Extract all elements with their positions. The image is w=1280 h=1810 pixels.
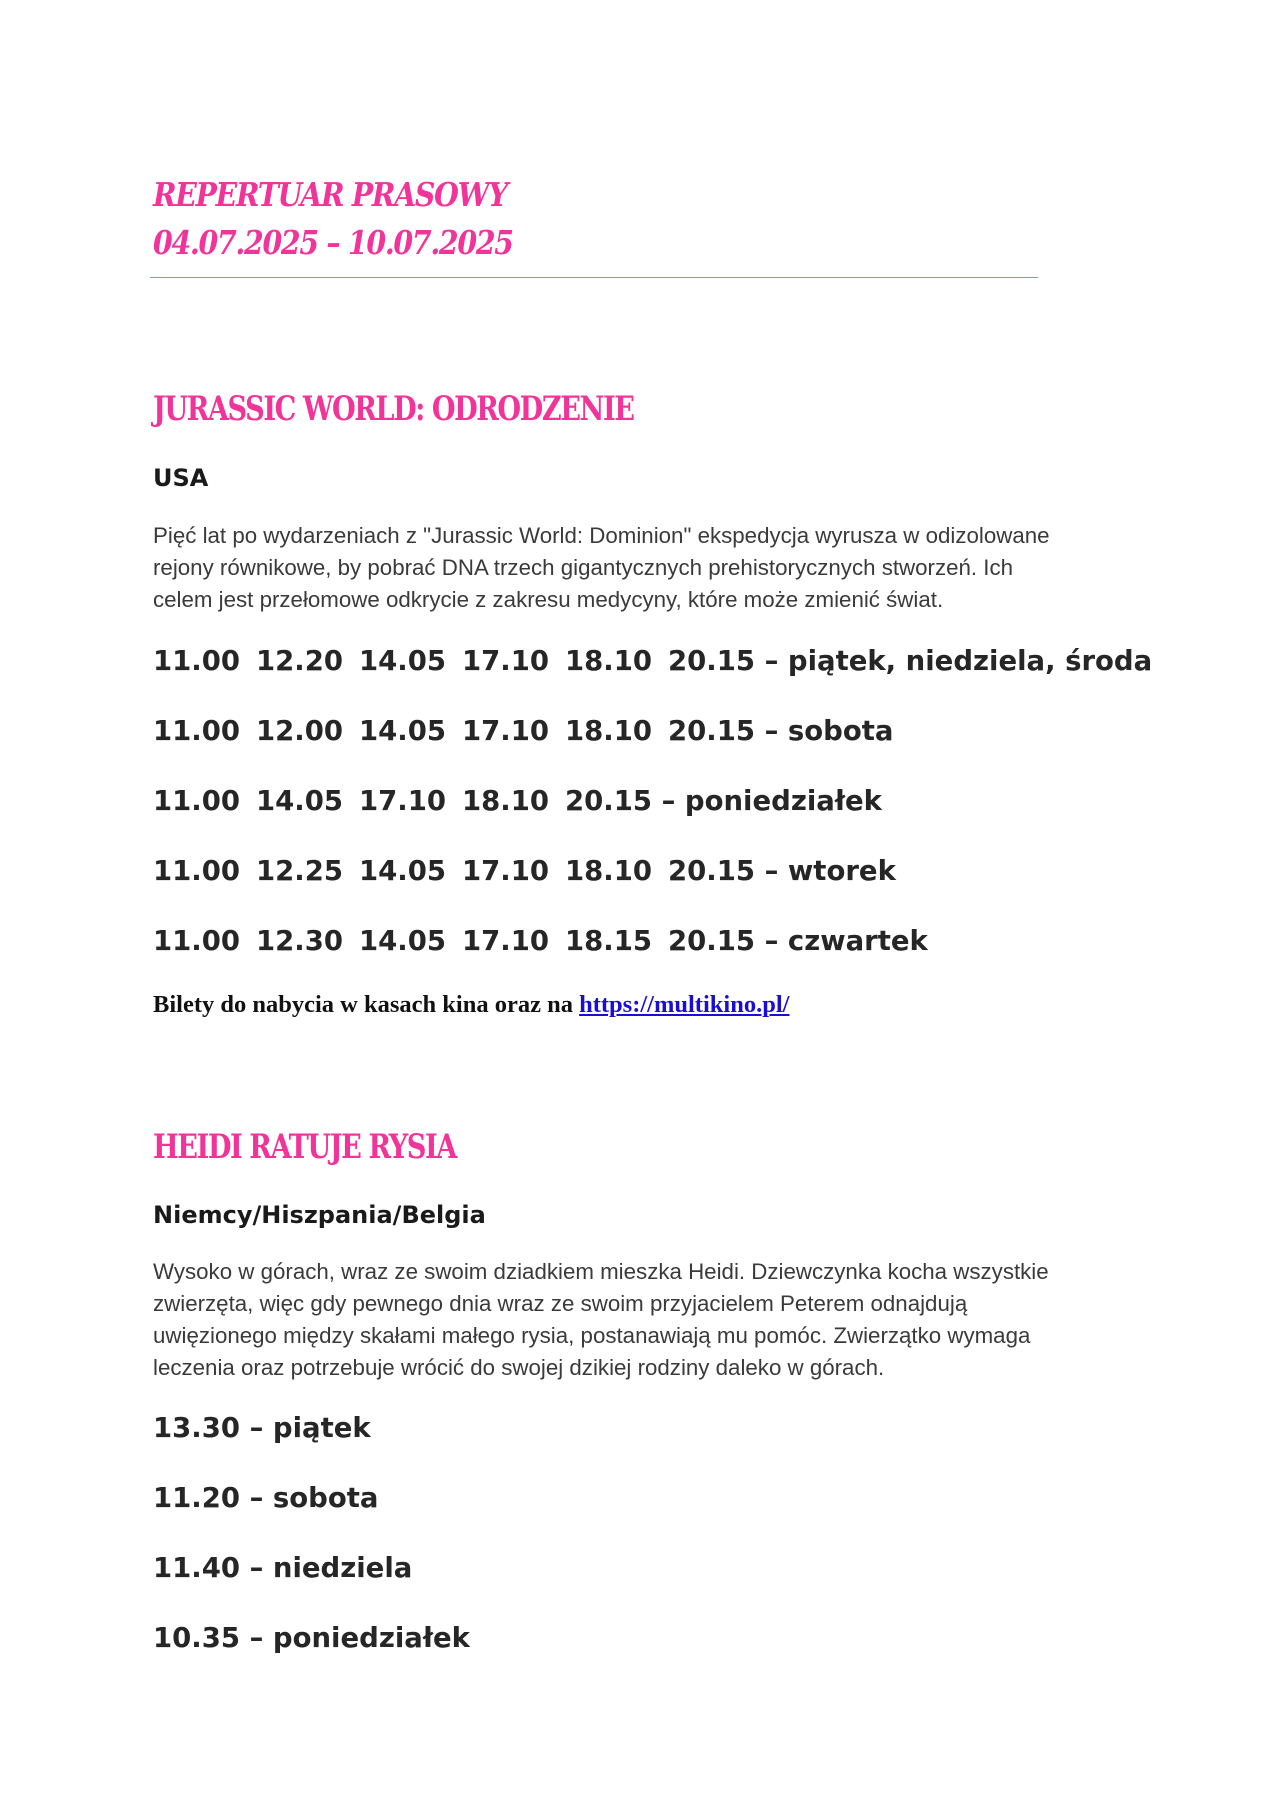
showtime: 18.10 <box>565 855 652 887</box>
description-line: rejony równikowe, by pobrać DNA trzech gigantycznych prehistorycznych stworzeń. Ich <box>153 555 1014 580</box>
description-line: Pięć lat po wydarzeniach z "Jurassic World: Dominion" ekspedycja wyrusza w odizolowane <box>153 523 1050 548</box>
tickets-info <box>153 993 789 1018</box>
showtime: 20.15 <box>668 925 755 957</box>
showtime: 17.10 <box>462 925 549 957</box>
showtimes-row: 13.30 – piątek <box>153 1412 371 1444</box>
showtime: 11.40 <box>153 1552 240 1584</box>
showtimes-row: 11.00 14.05 17.10 18.10 20.15 – poniedziałek <box>153 785 882 817</box>
showtime: 14.05 <box>359 645 446 677</box>
movie-country: USA <box>153 464 209 492</box>
showtime: 11.00 <box>153 785 240 817</box>
showtime: 11.20 <box>153 1482 240 1514</box>
showtimes-row: 11.00 12.00 14.05 17.10 18.10 20.15 – sobota <box>153 715 894 747</box>
movie-title: JURASSIC WORLD: ODRODZENIE <box>153 389 634 429</box>
tickets-link[interactable]: https://multikino.pl/ <box>579 991 790 1018</box>
description-line: leczenia oraz potrzebuje wrócić do swojej dzikiej rodziny daleko w górach. <box>153 1355 885 1380</box>
showtime-days: piątek <box>272 1412 371 1444</box>
showtime: 11.00 <box>153 645 240 677</box>
description-line: zwierzęta, więc gdy pewnego dnia wraz ze swoim przyjacielem Peterem odnajdują <box>153 1291 968 1316</box>
movie-description <box>153 1256 1138 1384</box>
showtime: 10.35 <box>153 1622 240 1654</box>
showtime: 14.05 <box>359 925 446 957</box>
showtime-days: sobota <box>272 1482 379 1514</box>
showtime: 17.10 <box>359 785 446 817</box>
movie-description <box>153 520 1138 616</box>
showtime: 12.20 <box>256 645 343 677</box>
showtime-days: piątek, niedziela, środa <box>787 645 1153 677</box>
tickets-text: Bilety do nabycia w kasach kina oraz na <box>153 991 580 1018</box>
showtime: 18.10 <box>462 785 549 817</box>
showtime: 18.15 <box>565 925 652 957</box>
showtime: 17.10 <box>462 855 549 887</box>
showtime: 14.05 <box>359 715 446 747</box>
showtime: 18.10 <box>565 645 652 677</box>
showtime-days: sobota <box>787 715 894 747</box>
showtimes-row: 11.00 12.30 14.05 17.10 18.15 20.15 – czwartek <box>153 925 928 957</box>
showtime: 11.00 <box>153 715 240 747</box>
showtime: 11.00 <box>153 855 240 887</box>
showtime-days: czwartek <box>787 925 928 957</box>
showtime-days: niedziela <box>272 1552 413 1584</box>
document-title: REPERTUAR PRASOWY <box>153 175 508 214</box>
showtime: 18.10 <box>565 715 652 747</box>
movie-country: Niemcy/Hiszpania/Belgia <box>153 1201 486 1229</box>
showtimes-row: 11.20 – sobota <box>153 1482 379 1514</box>
description-line: celem jest przełomowe odkrycie z zakresu medycyny, które może zmienić świat. <box>153 587 944 612</box>
showtime: 20.15 <box>668 855 755 887</box>
showtimes-row: 10.35 – poniedziałek <box>153 1622 470 1654</box>
showtime: 12.30 <box>256 925 343 957</box>
showtimes-row: 11.00 12.25 14.05 17.10 18.10 20.15 – wtorek <box>153 855 896 887</box>
showtime: 17.10 <box>462 645 549 677</box>
showtime: 20.15 <box>668 715 755 747</box>
showtime-days: poniedziałek <box>684 785 882 817</box>
movie-title: HEIDI RATUJE RYSIA <box>153 1127 456 1167</box>
showtime: 13.30 <box>153 1412 240 1444</box>
date-range: 04.07.2025 – 10.07.2025 <box>153 223 513 262</box>
showtime: 17.10 <box>462 715 549 747</box>
showtime: 14.05 <box>359 855 446 887</box>
showtime-days: wtorek <box>787 855 896 887</box>
description-line: Wysoko w górach, wraz ze swoim dziadkiem mieszka Heidi. Dziewczynka kocha wszystkie <box>153 1259 1049 1284</box>
showtime: 20.15 <box>565 785 652 817</box>
showtime: 12.00 <box>256 715 343 747</box>
description-line: uwięzionego między skałami małego rysia, postanawiają mu pomóc. Zwierzątko wymaga <box>153 1323 1031 1348</box>
showtime-days: poniedziałek <box>272 1622 470 1654</box>
header-divider <box>150 277 1038 278</box>
showtime: 20.15 <box>668 645 755 677</box>
showtime: 14.05 <box>256 785 343 817</box>
showtimes-row: 11.40 – niedziela <box>153 1552 413 1584</box>
showtimes-row: 11.00 12.20 14.05 17.10 18.10 20.15 – piątek, niedziela, środa <box>153 645 1153 677</box>
showtime: 11.00 <box>153 925 240 957</box>
showtime: 12.25 <box>256 855 343 887</box>
